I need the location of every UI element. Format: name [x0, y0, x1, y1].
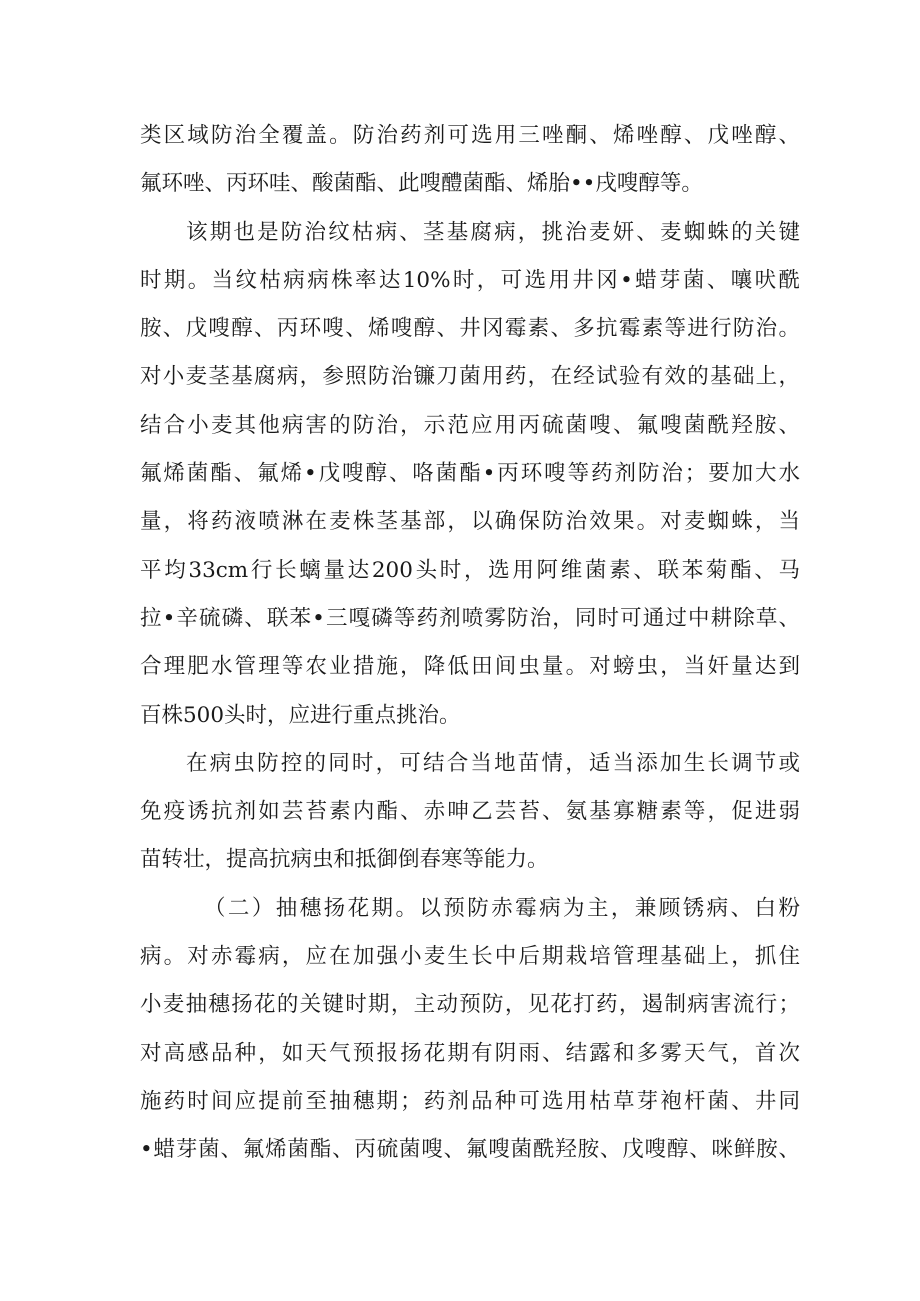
text-line: 结合小麦其他病害的防治，示范应用丙硫菌嗖、氟嗖菌酰羟胺、 [140, 412, 800, 438]
body-text [140, 112, 800, 1175]
paragraph-2 [140, 209, 800, 740]
text-line: 小麦抽穗扬花的关键时期，主动预防，见花打药，遏制病害流行； [140, 992, 800, 1018]
text-line: 百株500头时，应进行重点挑治。 [140, 702, 461, 728]
text-line: 免疫诱抗剂如芸苔素内酯、赤呻乙芸苔、氨基寡糖素等，促进弱 [140, 799, 800, 825]
text-line: •蜡芽菌、氟烯菌酯、丙硫菌嗖、氟嗖菌酰羟胺、戊嗖醇、咪鲜胺、 [140, 1137, 800, 1163]
paragraph-4 [140, 885, 800, 1175]
text-line: 平均33cm行长螭量达200头时，选用阿维菌素、联苯菊酯、马 [140, 557, 800, 583]
paragraph-1 [140, 112, 800, 209]
paragraph-3 [140, 740, 800, 885]
text-line: 施药时间应提前至抽穗期；药剂品种可选用枯草芽袍杆菌、井同 [140, 1088, 800, 1114]
text-line: 氟烯菌酯、氟烯•戊嗖醇、咯菌酯•丙环嗖等药剂防治；要加大水 [140, 461, 800, 487]
text-line: 合理肥水管理等农业措施，降低田间虫量。对螃虫，当奸量达到 [140, 654, 800, 680]
text-line: 对高感品种，如天气预报扬花期有阴雨、结露和多雾天气，首次 [140, 1040, 800, 1066]
text-line: 量，将药液喷淋在麦株茎基部，以确保防治效果。对麦蜘蛛，当 [140, 509, 800, 535]
text-line: 苗转壮，提高抗病虫和抵御倒春寒等能力。 [140, 847, 549, 873]
text-line: 氟环唑、丙环哇、酸菌酯、此嗖醴菌酯、烯胎••戌嗖醇等。 [140, 171, 703, 197]
text-line: （二）抽穗扬花期。以预防赤霉病为主，兼顾锈病、白粉 [204, 895, 800, 921]
text-line: 对小麦茎基腐病，参照防治镰刀菌用药，在经试验有效的基础上， [140, 364, 800, 390]
text-line: 病。对赤霉病，应在加强小麦生长中后期栽培管理基础上，抓住 [140, 944, 800, 970]
text-line: 拉•辛硫磷、联苯•三嘎磷等药剂喷雾防治，同时可通过中耕除草、 [140, 605, 800, 631]
text-line: 类区域防治全覆盖。防治药剂可选用三唑酮、烯唑醇、戊唑醇、 [140, 123, 800, 148]
text-line: 胺、戊嗖醇、丙环嗖、烯嗖醇、井冈霉素、多抗霉素等进行防治。 [140, 316, 800, 342]
text-line: 时期。当纹枯病病株率达10%时，可选用井冈•蜡芽菌、嚷吠酰 [140, 267, 800, 293]
text-line: 该期也是防治纹枯病、茎基腐病，挑治麦妍、麦蜘蛛的关键 [186, 219, 800, 245]
text-line: 在病虫防控的同时，可结合当地苗情，适当添加生长调节或 [186, 750, 800, 776]
